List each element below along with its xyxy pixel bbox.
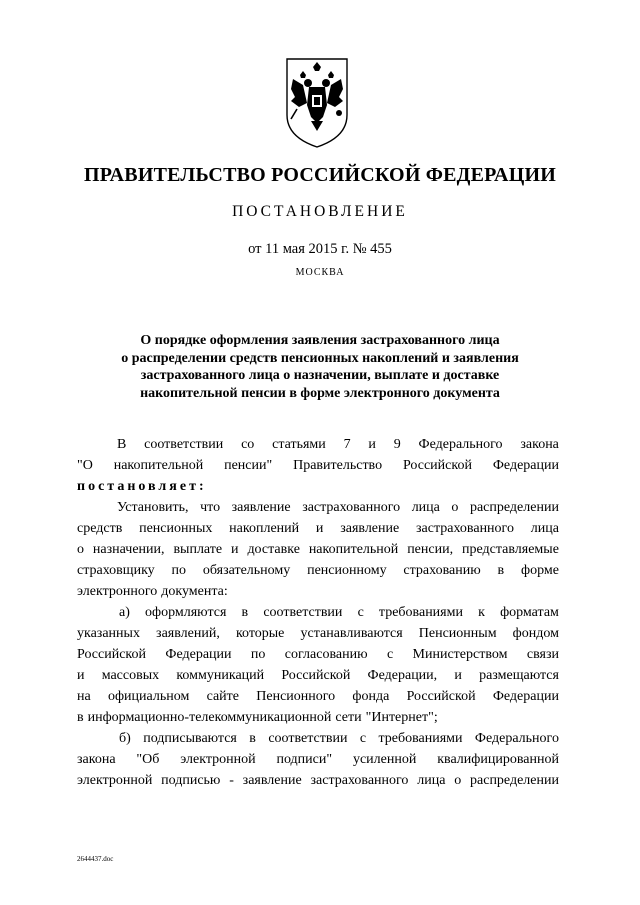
body-word: назначении, [92,542,165,557]
body-word: Российской [77,647,146,662]
body-word: страхованию [403,563,481,578]
body-word: лица [530,521,559,536]
body-word: коммуникаций [176,668,265,683]
body-word: и [77,668,85,683]
document-city: МОСКВА [295,267,345,278]
body-word: страховщику [77,563,155,578]
body-word: электронной [180,752,256,767]
body-word: массовых [101,668,160,683]
body-word: электронной [77,773,153,788]
government-title: ПРАВИТЕЛЬСТВО РОССИЙСКОЙ ФЕДЕРАЦИИ [84,164,556,186]
body-word: указанных [77,626,140,641]
body-word: связи [526,647,559,662]
body-word: В [117,437,127,452]
body-word: пенсионных [139,521,213,536]
body-word: о [454,773,462,788]
body-word: форматам [500,605,559,620]
body-line [77,518,559,539]
body-word: в [249,731,256,746]
body-line [77,707,559,728]
body-word: заявление [231,500,291,515]
body-line [77,581,559,602]
body-line [77,623,559,644]
body-word: застрахованного [302,500,401,515]
body-word: соответствии [263,605,343,620]
body-line [77,728,559,749]
body-line [77,665,559,686]
body-word: подписи" [276,752,333,767]
body-word: а) [119,605,130,620]
body-word: Установить, [117,500,189,515]
body-word: - [229,773,234,788]
body-word: к [478,605,485,620]
body-word: статьями [272,437,326,452]
body-word: устанавливаются [300,626,403,641]
body-word: по [250,647,266,662]
body-word: Российской [406,689,476,704]
body-word: заявление [242,773,302,788]
body-word: сайте [206,689,239,704]
body-word: и [454,668,462,683]
body-line [77,644,559,665]
body-word: б) [119,731,131,746]
document-heading [90,332,550,402]
document-date-number: от 11 мая 2015 г. № 455 [248,241,392,257]
body-word: доставке [247,542,300,557]
body-word: Федерации [492,458,559,473]
body-word: квалифицированной [437,752,559,767]
heading-line: накопительной пенсии в форме электронного документа [140,385,500,401]
body-word: со [241,437,255,452]
body-line [77,749,559,770]
body-word: с [359,731,367,746]
body-word: Правительство [293,458,383,473]
body-word: и [231,542,239,557]
body-word: на [77,689,91,704]
body-word: выплате [173,542,223,557]
body-word: с [357,605,364,620]
body-word: 9 [393,437,401,452]
body-word: постановляет: [77,479,207,494]
body-line [77,434,559,455]
body-word: распределении [470,773,559,788]
body-word: соответствии [268,731,348,746]
file-name: 2644437.doc [77,855,114,863]
body-word: застрахованного [310,773,409,788]
heading-line: О порядке оформления заявления застрахованного лица [140,333,500,348]
body-word: Министерством [412,647,508,662]
body-word: Федерации, [367,668,438,683]
body-word: обязательному [202,563,291,578]
body-word: Федерального [418,437,503,452]
body-word: соответствии [144,437,224,452]
body-word: в [497,563,505,578]
body-word: подписью [161,773,221,788]
body-word: пенсии, [407,542,454,557]
document-type: ПОСТАНОВЛЕНИЕ [232,203,408,220]
body-word: "Об [136,752,160,767]
body-word: фонда [352,689,390,704]
body-word: накопительной [113,458,204,473]
body-word: официальном [107,689,190,704]
body-line [77,602,559,623]
body-word: Пенсионного [256,689,336,704]
body-word: накоплений [229,521,300,536]
body-word: Российской [402,458,472,473]
body-word: усиленной [352,752,417,767]
body-line [77,455,559,476]
body-word: "О [77,458,93,473]
body-word: согласованию [284,647,368,662]
body-word: в [241,605,249,620]
body-word: фондом [512,626,559,641]
body-line [77,770,559,791]
body-word: требованиями [378,731,463,746]
body-word: о [77,542,84,557]
body-word: Федерального [474,731,559,746]
body-word: лица [417,773,446,788]
body-word: размещаются [479,668,559,683]
body-word: в [77,710,84,725]
russian-coat-of-arms-icon [273,55,361,151]
body-word: что [200,500,221,515]
body-word: лица [411,500,440,515]
body-line [77,539,559,560]
body-line [77,476,559,497]
heading-line: о распределении средств пенсионных накоплений и заявления [121,350,519,366]
body-word: "Интернет"; [365,710,438,725]
body-word: застрахованного [416,521,514,536]
body-word: и [368,437,376,452]
body-line [77,686,559,707]
body-word: накопительной [308,542,399,557]
body-word: о [451,500,459,515]
body-word: Федерации [165,647,232,662]
heading-line: застрахованного лица о назначении, выплате и доставке [140,368,500,383]
body-word: с [386,647,394,662]
body-word: по [171,563,187,578]
body-word: требованиями [378,605,463,620]
body-word: закона [520,437,559,452]
body-word: средств [77,521,123,536]
body-line [77,497,559,518]
body-word: Пенсионным [418,626,497,641]
body-word: представляемые [462,542,559,557]
body-word: форме [521,563,559,578]
body-word: документа: [161,584,228,599]
body-word: Федерации [492,689,559,704]
body-word: пенсионному [307,563,387,578]
body-word: электронного [77,584,158,599]
body-word: заявлений, [156,626,220,641]
body-word: Российской [281,668,351,683]
body-word: информационно-телекоммуникационной [87,710,332,725]
body-word: которые [235,626,285,641]
body-word: и [315,521,324,536]
body-word: подписываются [143,731,237,746]
body-word: 7 [343,437,351,452]
body-word: закона [77,752,116,767]
document-body [77,434,559,791]
body-word: сети [335,710,362,725]
body-line [77,560,559,581]
body-word: заявление [340,521,400,536]
body-word: оформляются [145,605,227,620]
body-word: распределении [469,500,559,515]
body-word: пенсии" [224,458,273,473]
